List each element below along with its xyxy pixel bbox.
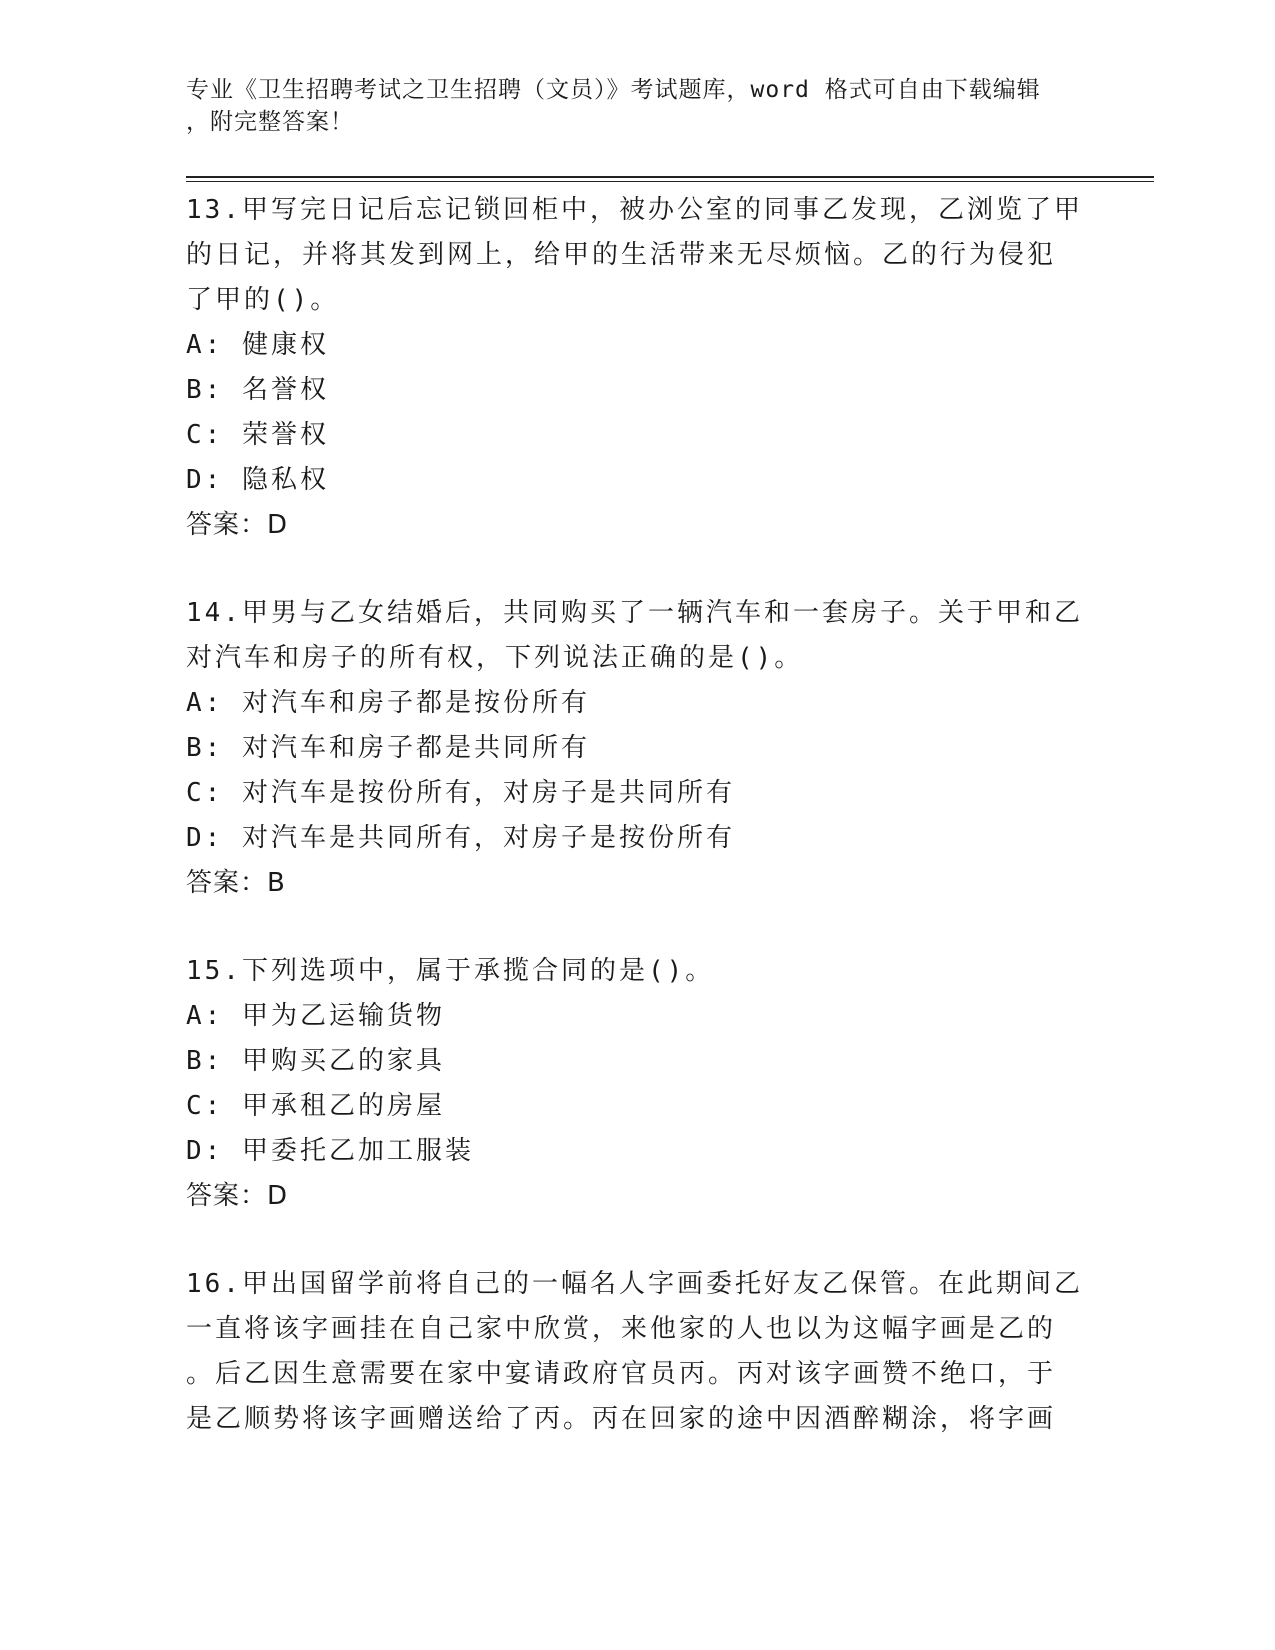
question-stem-line: 14.甲男与乙女结婚后，共同购买了一辆汽车和一套房子。关于甲和乙 [186, 598, 1083, 628]
option-d: D: 甲委托乙加工服装 [186, 1136, 474, 1166]
header-divider-thin [186, 181, 1154, 182]
option-b: B: 对汽车和房子都是共同所有 [186, 733, 590, 763]
header-line-1: 专业《卫生招聘考试之卫生招聘（文员）》考试题库，word 格式可自由下载编辑 [186, 77, 1041, 103]
question-15 [186, 949, 1086, 1219]
option-b: B: 名誉权 [186, 375, 329, 405]
option-c: C: 对汽车是按份所有，对房子是共同所有 [186, 778, 735, 808]
question-13 [186, 188, 1086, 548]
question-16 [186, 1262, 1086, 1442]
option-a: A: 甲为乙运输货物 [186, 1001, 445, 1031]
option-c: C: 甲承租乙的房屋 [186, 1091, 445, 1121]
option-a: A: 对汽车和房子都是按份所有 [186, 688, 590, 718]
answer-line: 答案：D [186, 1181, 289, 1211]
answer-line: 答案：B [186, 868, 286, 898]
question-stem-line: 。后乙因生意需要在家中宴请政府官员丙。丙对该字画赞不绝口，于 [186, 1359, 1057, 1389]
question-stem-line: 13.甲写完日记后忘记锁回柜中，被办公室的同事乙发现，乙浏览了甲 [186, 195, 1083, 225]
header-divider-thick [186, 176, 1154, 178]
question-stem-line: 15.下列选项中，属于承揽合同的是()。 [186, 956, 715, 986]
option-b: B: 甲购买乙的家具 [186, 1046, 445, 1076]
answer-line: 答案：D [186, 510, 289, 540]
question-stem-line: 16.甲出国留学前将自己的一幅名人字画委托好友乙保管。在此期间乙 [186, 1269, 1083, 1299]
question-stem-line: 一直将该字画挂在自己家中欣赏，来他家的人也以为这幅字画是乙的 [186, 1314, 1057, 1344]
question-stem-line: 了甲的()。 [186, 285, 340, 315]
document-header [186, 74, 1066, 138]
question-stem-line: 是乙顺势将该字画赠送给了丙。丙在回家的途中因酒醉糊涂，将字画 [186, 1404, 1057, 1434]
question-stem-line: 的日记，并将其发到网上，给甲的生活带来无尽烦恼。乙的行为侵犯 [186, 240, 1057, 270]
option-d: D: 隐私权 [186, 465, 329, 495]
question-list [186, 188, 1086, 1485]
option-a: A: 健康权 [186, 330, 329, 360]
header-line-2: ，附完整答案！ [186, 109, 354, 135]
question-14 [186, 591, 1086, 906]
question-stem-line: 对汽车和房子的所有权，下列说法正确的是()。 [186, 643, 804, 673]
option-c: C: 荣誉权 [186, 420, 329, 450]
option-d: D: 对汽车是共同所有，对房子是按份所有 [186, 823, 735, 853]
